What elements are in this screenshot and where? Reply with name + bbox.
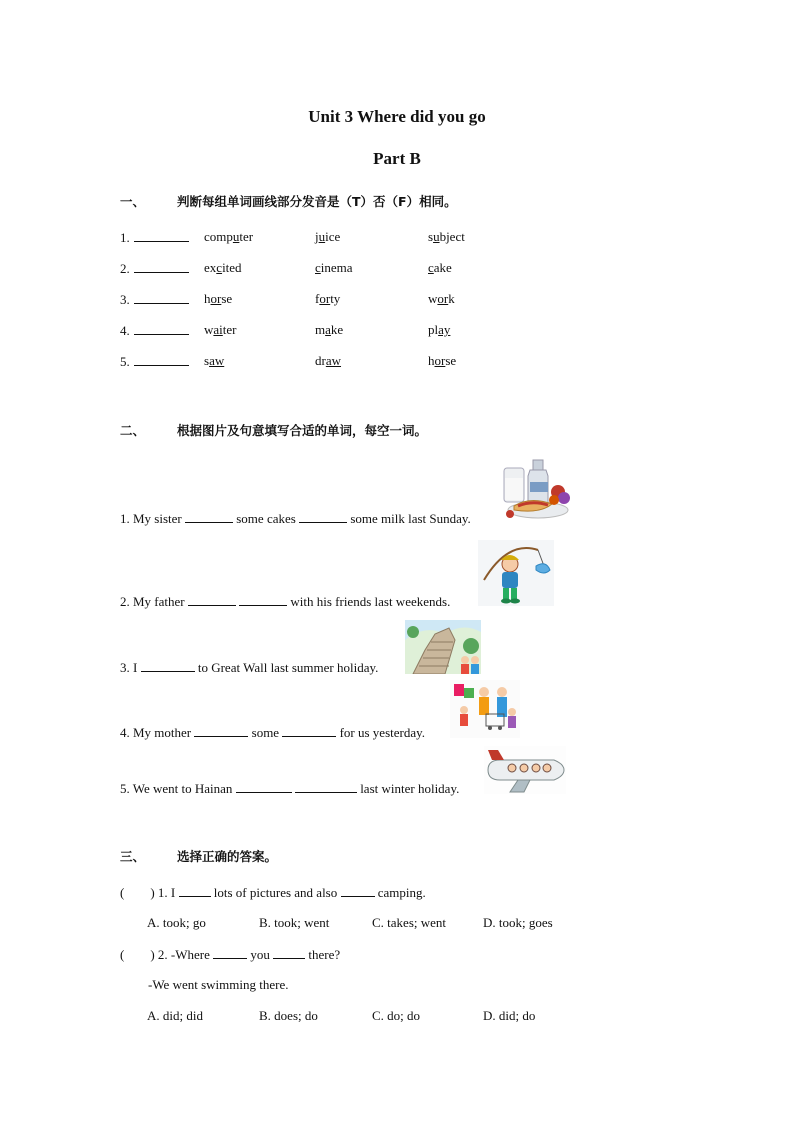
word xyxy=(315,229,340,245)
word-part: w xyxy=(204,322,214,337)
word xyxy=(315,353,341,369)
answer-blank[interactable] xyxy=(282,724,336,737)
option-b[interactable]: B. took; went xyxy=(259,915,330,930)
word xyxy=(428,353,456,369)
word-part: ke xyxy=(330,322,344,337)
word xyxy=(428,260,452,276)
answer-blank[interactable] xyxy=(239,593,287,606)
underlined-part: or xyxy=(210,291,222,306)
breakfast-food-picture xyxy=(500,456,572,522)
question-3 xyxy=(120,659,378,676)
question-5 xyxy=(120,780,459,797)
answer-blank[interactable] xyxy=(134,260,189,273)
question-text: camping. xyxy=(377,885,426,900)
underlined-part: c xyxy=(428,260,434,275)
word-row xyxy=(120,291,189,308)
row-number: 2. xyxy=(120,261,130,276)
answer-parenthesis[interactable]: ( ) xyxy=(120,947,155,962)
great-wall-picture xyxy=(405,620,481,674)
word-row xyxy=(120,260,189,277)
word-row xyxy=(120,353,189,370)
question-text: some cakes xyxy=(236,511,296,526)
section1-instruction: 判断每组单词画线部分发音是（T）否（F）相同。 xyxy=(177,194,457,209)
underlined-part: or xyxy=(319,291,331,306)
question-2 xyxy=(120,593,450,610)
answer-blank[interactable] xyxy=(179,884,211,897)
word-part: j xyxy=(315,229,319,244)
underlined-part: u xyxy=(232,229,240,244)
question-text: lots of pictures and also xyxy=(213,885,338,900)
word-part: s xyxy=(204,353,210,368)
word-part: pl xyxy=(428,322,439,337)
word-part: se xyxy=(445,353,457,368)
word-row xyxy=(120,229,189,246)
answer-blank[interactable] xyxy=(185,510,233,523)
word-part: s xyxy=(428,229,434,244)
answer-blank[interactable] xyxy=(236,780,292,793)
word xyxy=(315,291,340,307)
answer-blank[interactable] xyxy=(273,946,305,959)
option-a[interactable]: A. took; go xyxy=(147,915,206,930)
boy-fishing-picture xyxy=(478,540,554,606)
answer-blank[interactable] xyxy=(134,353,189,366)
option-c[interactable]: C. takes; went xyxy=(372,915,447,930)
section1-number: 一、 xyxy=(120,194,146,209)
question-text: there? xyxy=(308,947,341,962)
word-part: dr xyxy=(315,353,326,368)
answer-parenthesis[interactable]: ( ) xyxy=(120,885,155,900)
word-part: m xyxy=(315,322,326,337)
page-subtitle: Part B xyxy=(373,149,421,168)
question-text: to Great Wall last summer holiday. xyxy=(197,660,379,675)
answer-blank[interactable] xyxy=(134,291,189,304)
word-part: h xyxy=(428,353,435,368)
question-text: 2. -Where xyxy=(157,947,210,962)
answer-blank[interactable] xyxy=(299,510,347,523)
word xyxy=(428,322,450,338)
question-1 xyxy=(120,510,471,527)
question-4 xyxy=(120,724,425,741)
question-text: 2. My father xyxy=(120,594,185,609)
word-row xyxy=(120,322,189,339)
underlined-part: aw xyxy=(209,353,225,368)
answer-blank[interactable] xyxy=(194,724,248,737)
underlined-part: ai xyxy=(213,322,223,337)
underlined-part: c xyxy=(216,260,223,275)
word xyxy=(315,260,353,276)
word-part: ited xyxy=(222,260,242,275)
question-text: with his friends last weekends. xyxy=(290,594,451,609)
word xyxy=(315,322,343,338)
underlined-part: or xyxy=(437,291,449,306)
underlined-part: u xyxy=(433,229,440,244)
section2-instruction: 根据图片及句意填写合适的单词，每空一词。 xyxy=(177,423,428,438)
answer-blank[interactable] xyxy=(134,322,189,335)
word-part: ake xyxy=(433,260,452,275)
airplane-picture xyxy=(484,746,566,794)
word xyxy=(204,353,224,369)
row-number: 5. xyxy=(120,354,130,369)
answer-blank[interactable] xyxy=(213,946,247,959)
section3-number: 三、 xyxy=(120,849,146,864)
underlined-part: a xyxy=(325,322,331,337)
option-b[interactable]: B. does; do xyxy=(259,1008,318,1023)
choice-question-2 xyxy=(120,946,340,963)
underlined-part: u xyxy=(318,229,326,244)
answer-blank[interactable] xyxy=(295,780,357,793)
answer-blank[interactable] xyxy=(341,884,375,897)
option-d[interactable]: D. did; do xyxy=(483,1008,536,1023)
row-number: 3. xyxy=(120,292,130,307)
word xyxy=(428,291,455,307)
word xyxy=(204,229,253,245)
question-text: 4. My mother xyxy=(120,725,192,740)
word-part: h xyxy=(204,291,211,306)
option-c[interactable]: C. do; do xyxy=(372,1008,421,1023)
row-number: 4. xyxy=(120,323,130,338)
word-part: f xyxy=(315,291,320,306)
answer-blank[interactable] xyxy=(188,593,236,606)
question-text: some milk last Sunday. xyxy=(350,511,471,526)
word-part: se xyxy=(221,291,233,306)
word-part: ex xyxy=(204,260,217,275)
word-part: inema xyxy=(320,260,353,275)
option-a[interactable]: A. did; did xyxy=(147,1008,203,1023)
choice-question-1 xyxy=(120,884,426,901)
question-text: you xyxy=(250,947,270,962)
word xyxy=(204,322,237,338)
word-part: w xyxy=(428,291,438,306)
word xyxy=(428,229,465,245)
underlined-part: c xyxy=(315,260,321,275)
question-text: some xyxy=(251,725,280,740)
underlined-part: ay xyxy=(438,322,451,337)
word-part: bject xyxy=(439,229,465,244)
word-part: comp xyxy=(204,229,233,244)
question-text: 1. I xyxy=(157,885,176,900)
word xyxy=(204,291,232,307)
answer-line: -We went swimming there. xyxy=(148,977,289,992)
question-text: for us yesterday. xyxy=(339,725,426,740)
word-part: k xyxy=(448,291,455,306)
word-part: ter xyxy=(239,229,254,244)
family-shopping-picture xyxy=(450,680,520,738)
word-part: ice xyxy=(325,229,341,244)
question-text: last winter holiday. xyxy=(360,781,460,796)
word-part: ty xyxy=(330,291,341,306)
answer-blank[interactable] xyxy=(141,659,195,672)
section2-number: 二、 xyxy=(120,423,146,438)
answer-blank[interactable] xyxy=(134,229,189,242)
underlined-part: aw xyxy=(325,353,342,368)
page-title: Unit 3 Where did you go xyxy=(308,107,486,126)
question-text: 5. We went to Hainan xyxy=(120,781,233,796)
section3-instruction: 选择正确的答案。 xyxy=(177,849,278,864)
option-d[interactable]: D. took; goes xyxy=(483,915,553,930)
word xyxy=(204,260,242,276)
row-number: 1. xyxy=(120,230,130,245)
underlined-part: or xyxy=(434,353,446,368)
word-part: ter xyxy=(222,322,237,337)
question-text: 3. I xyxy=(120,660,138,675)
question-text: 1. My sister xyxy=(120,511,182,526)
